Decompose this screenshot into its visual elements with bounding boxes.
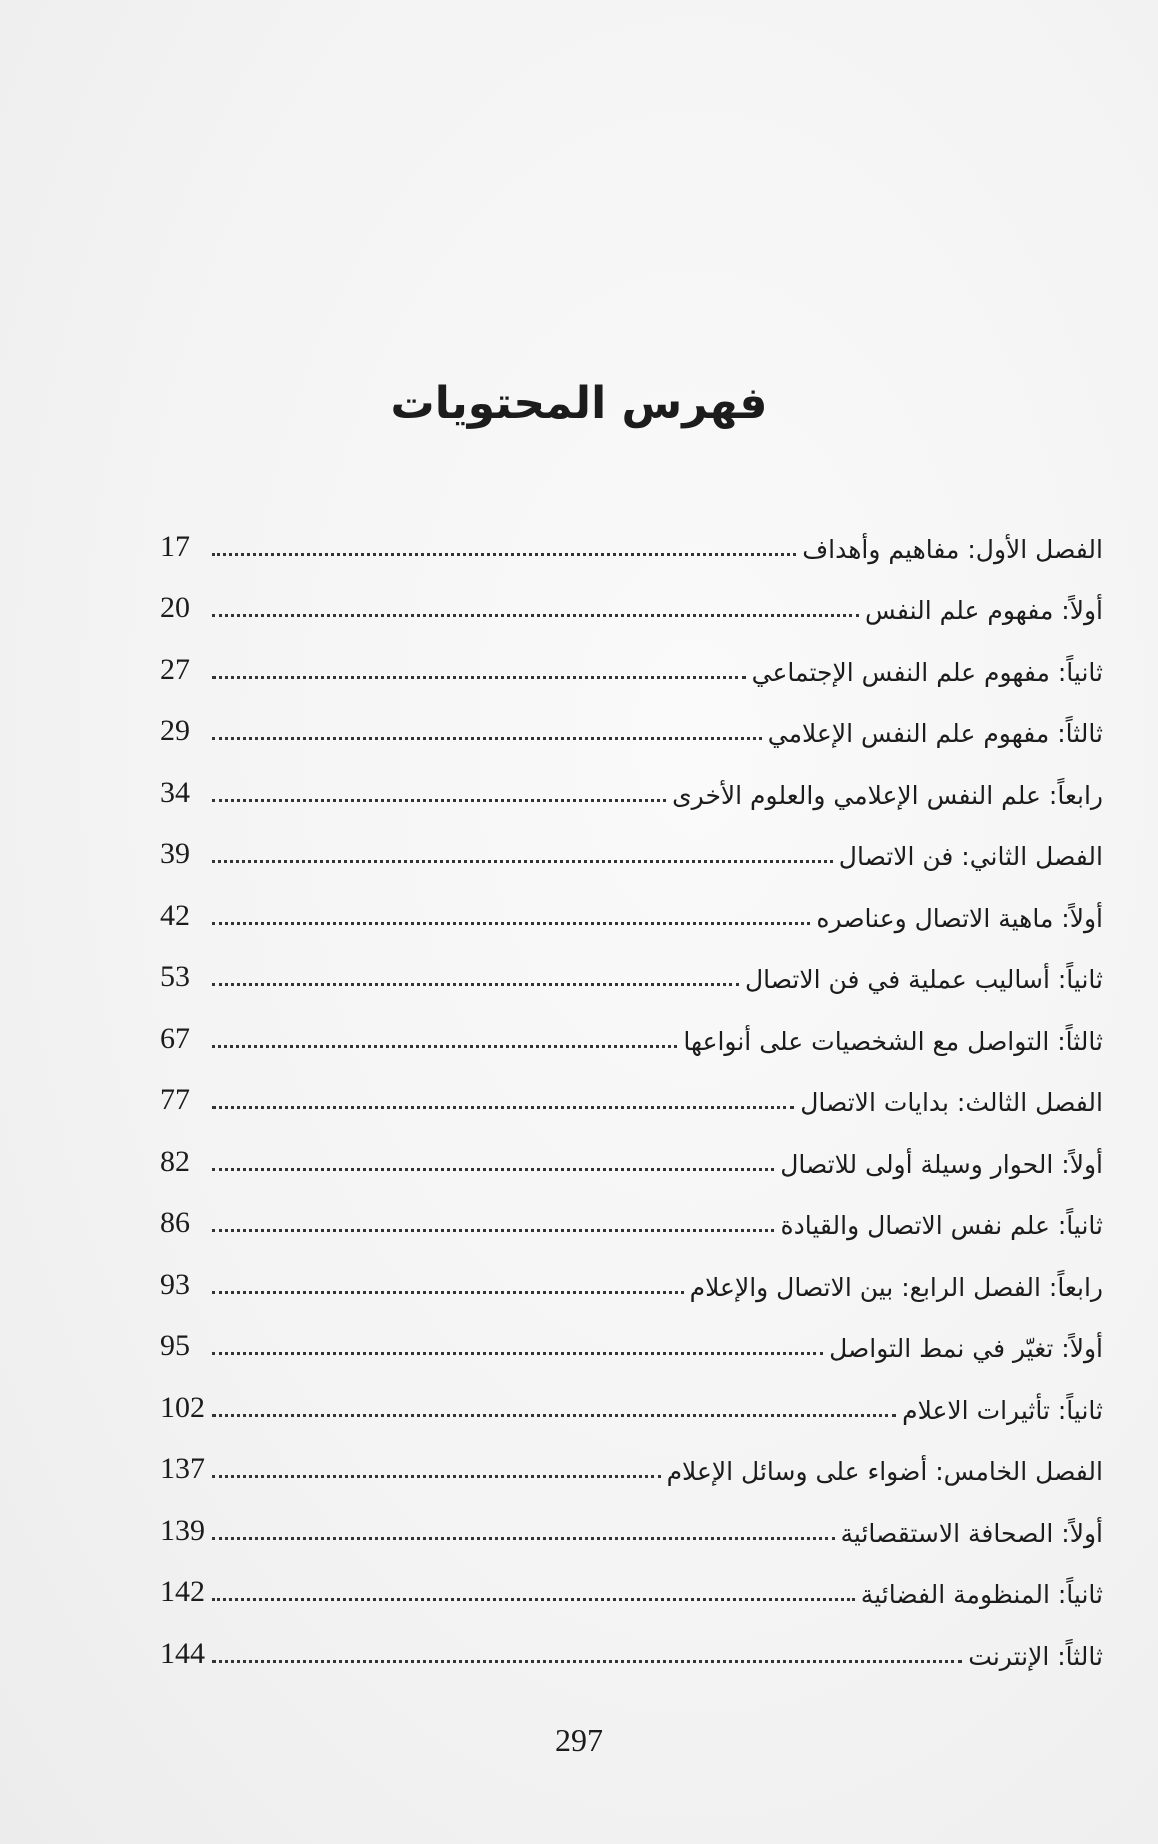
dot-leader: [212, 1537, 835, 1540]
toc-entry: [160, 1371, 1103, 1433]
dot-leader: [212, 799, 666, 802]
toc-entry-label: ثانياً: علم نفس الاتصال والقيادة: [780, 1211, 1103, 1240]
page-title: فهرس المحتويات: [390, 378, 768, 429]
table-of-contents: [160, 510, 1103, 1679]
toc-entry: [160, 1494, 1103, 1556]
toc-entry: [160, 1617, 1103, 1679]
dot-leader: [212, 1291, 684, 1294]
dot-leader: [212, 737, 762, 740]
toc-entry: [160, 695, 1103, 757]
toc-entry-page-number: 27: [160, 652, 190, 686]
dot-leader: [212, 614, 859, 617]
toc-entry: [160, 1310, 1103, 1372]
toc-entry: [160, 756, 1103, 818]
toc-entry-page-number: 139: [160, 1513, 205, 1547]
toc-entry: [160, 1433, 1103, 1495]
toc-entry: [160, 633, 1103, 695]
dot-leader: [212, 1168, 774, 1171]
dot-leader: [212, 1106, 794, 1109]
dot-leader: [212, 1660, 962, 1663]
toc-entry: [160, 1002, 1103, 1064]
toc-entry: [160, 1064, 1103, 1126]
toc-entry-label: ثانياً: أساليب عملية في فن الاتصال: [744, 965, 1103, 994]
toc-entry-label: ثانياً: مفهوم علم النفس الإجتماعي: [751, 657, 1103, 687]
toc-entry-label: ثانياً: تأثيرات الاعلام: [902, 1395, 1103, 1425]
toc-entry-label: ثالثاً: مفهوم علم النفس الإعلامي: [767, 719, 1103, 748]
dot-leader: [212, 1352, 823, 1355]
toc-entry-page-number: 67: [160, 1021, 190, 1055]
toc-entry: [160, 941, 1103, 1003]
toc-entry-label: ثانياً: المنظومة الفضائية: [860, 1580, 1103, 1609]
toc-entry-label: الفصل الخامس: أضواء على وسائل الإعلام: [666, 1457, 1103, 1486]
toc-entry-page-number: 144: [160, 1636, 205, 1670]
dot-leader: [212, 553, 796, 556]
dot-leader: [212, 1414, 896, 1417]
toc-entry-label: أولاً: الحوار وسيلة أولى للاتصال: [780, 1149, 1103, 1179]
toc-entry-page-number: 93: [160, 1267, 190, 1301]
toc-entry: [160, 510, 1103, 572]
toc-entry-page-number: 42: [160, 898, 190, 932]
toc-entry: [160, 1125, 1103, 1187]
dot-leader: [212, 1475, 661, 1478]
toc-entry-label: ثالثاً: الإنترنت: [968, 1641, 1103, 1671]
toc-entry-label: ثالثاً: التواصل مع الشخصيات على أنواعها: [683, 1026, 1103, 1056]
toc-entry-page-number: 17: [160, 529, 190, 563]
dot-leader: [212, 1598, 855, 1601]
toc-entry-label: أولاً: تغيّر في نمط التواصل: [829, 1334, 1103, 1363]
toc-entry-page-number: 34: [160, 775, 190, 809]
toc-entry-page-number: 95: [160, 1329, 190, 1362]
toc-entry: [160, 1248, 1103, 1310]
toc-entry-label: الفصل الأول: مفاهيم وأهداف: [802, 534, 1103, 564]
toc-entry-label: رابعاً: الفصل الرابع: بين الاتصال والإعلام: [689, 1272, 1103, 1302]
toc-entry-page-number: 142: [160, 1575, 205, 1608]
dot-leader: [212, 922, 810, 925]
toc-entry-page-number: 53: [160, 960, 190, 993]
dot-leader: [212, 1229, 774, 1232]
dot-leader: [212, 1045, 677, 1048]
toc-entry: [160, 1556, 1103, 1618]
toc-entry: [160, 818, 1103, 880]
toc-entry-label: الفصل الثالث: بدايات الاتصال: [800, 1088, 1103, 1117]
toc-entry-page-number: 20: [160, 591, 190, 624]
dot-leader: [212, 983, 739, 986]
toc-entry: [160, 1187, 1103, 1249]
toc-entry: [160, 879, 1103, 941]
toc-entry: [160, 572, 1103, 634]
page-number: 297: [555, 1722, 603, 1758]
dot-leader: [212, 860, 833, 863]
toc-entry-page-number: 39: [160, 837, 190, 870]
toc-entry-page-number: 86: [160, 1206, 190, 1239]
toc-entry-page-number: 102: [160, 1390, 205, 1424]
toc-entry-label: أولاً: ماهية الاتصال وعناصره: [816, 903, 1103, 933]
toc-entry-page-number: 82: [160, 1144, 190, 1178]
toc-entry-label: أولاً: مفهوم علم النفس: [865, 596, 1103, 625]
toc-entry-label: رابعاً: علم النفس الإعلامي والعلوم الأخرى: [672, 780, 1103, 810]
dot-leader: [212, 676, 746, 679]
toc-entry-page-number: 137: [160, 1452, 205, 1485]
toc-entry-label: أولاً: الصحافة الاستقصائية: [840, 1518, 1103, 1548]
toc-entry-page-number: 29: [160, 714, 190, 747]
toc-entry-page-number: 77: [160, 1083, 190, 1116]
toc-entry-label: الفصل الثاني: فن الاتصال: [838, 842, 1103, 871]
